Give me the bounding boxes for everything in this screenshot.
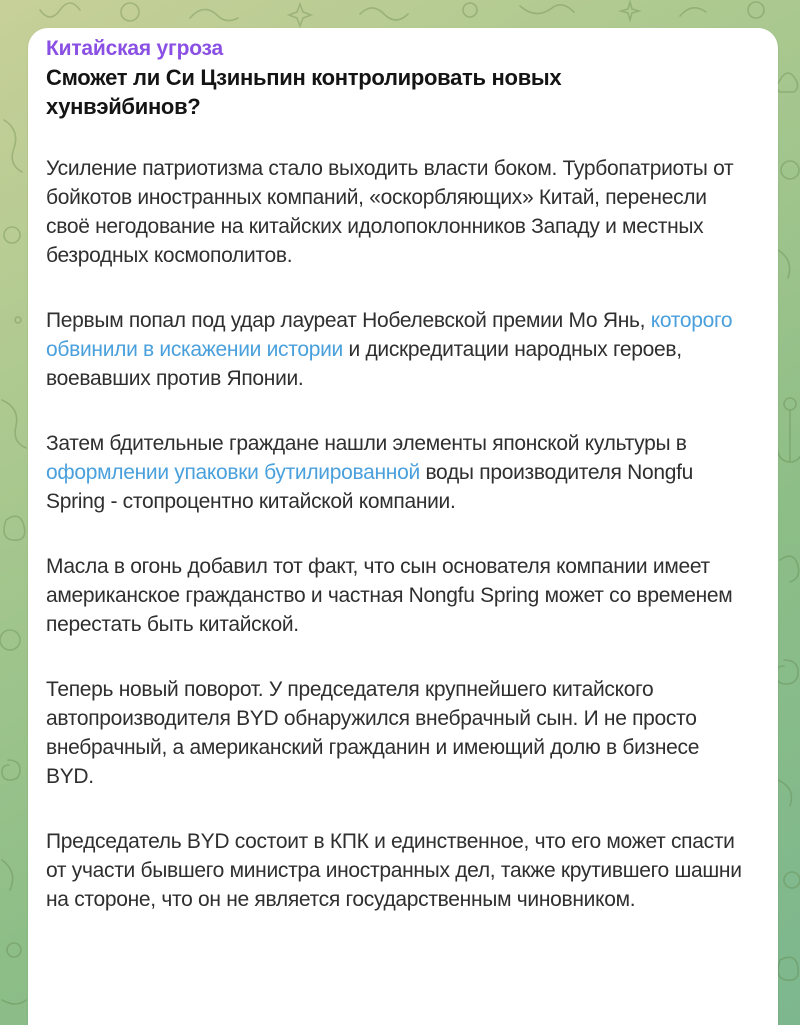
- paragraph: [46, 675, 746, 791]
- doodle-squiggle: [680, 8, 706, 16]
- doodle-squiggle: [4, 120, 22, 172]
- doodle-spiral: [2, 760, 20, 780]
- text-segment: Председатель BYD состоит в КПК и единственное, что его может спасти от участи бывшего министра иностранных дел, также крутившего шашни на стороне, что он не является государственным чиновником.: [46, 830, 742, 911]
- text-segment: Теперь новый поворот. У председателя крупнейшего китайского автопроизводителя BYD обнаружился внебрачный сын. И не просто внебрачный, а американский гражданин и имеющий долю в бизнесе BYD.: [46, 678, 700, 788]
- text-segment: воды производителя Nongfu Spring - стопроцентно китайской компании.: [46, 461, 694, 513]
- doodle-circle: [121, 3, 139, 21]
- doodle-circle: [784, 872, 800, 888]
- doodle-squiggle: [40, 3, 80, 17]
- doodle-circle: [7, 943, 21, 957]
- doodle-squiggle: [190, 9, 238, 20]
- doodle-squiggle: [780, 556, 799, 582]
- doodle-circle: [0, 630, 20, 650]
- text-segment: Затем бдительные граждане нашли элементы японской культуры в: [46, 432, 687, 455]
- doodle-squiggle: [2, 860, 13, 890]
- doodle-star: [621, 2, 639, 20]
- doodle-squiggle: [2, 400, 26, 448]
- paragraph: [46, 552, 746, 639]
- text-segment: Первым попал под удар лауреат Нобелевской премии Мо Янь,: [46, 309, 651, 332]
- doodle-leaf: [778, 957, 798, 980]
- doodle-squiggle: [520, 5, 574, 14]
- doodle-squiggle: [778, 780, 792, 806]
- doodle-circle: [748, 2, 764, 18]
- doodle-anchor: [776, 398, 800, 462]
- paragraph: [46, 429, 746, 516]
- doodle-circle: [463, 3, 477, 17]
- doodle-circle: [781, 161, 799, 179]
- inline-link[interactable]: оформлении упаковки бутилированной: [46, 461, 420, 484]
- doodle-bell: [777, 73, 798, 92]
- text-segment: и дискредитации народных героев, воевавших против Японии.: [46, 338, 682, 390]
- text-segment: Масла в огонь добавил тот факт, что сын основателя компании имеет американское гражданство и частная Nongfu Spring может со временем перестать быть китайской.: [46, 555, 733, 636]
- paragraph: [46, 306, 746, 393]
- doodle-star: [289, 4, 311, 26]
- message-bubble: [28, 28, 778, 1025]
- doodle-squiggle: [778, 250, 790, 278]
- doodle-circle: [4, 227, 20, 243]
- paragraph: [46, 827, 746, 914]
- doodle-squiggle: [360, 8, 408, 20]
- message-text: [46, 154, 746, 914]
- post-title: Сможет ли Си Цзиньпин контролировать новых хунвэйбинов?: [46, 65, 562, 119]
- text-segment: Усиление патриотизма стало выходить власти боком. Турбопатриоты от бойкотов иностранных компаний, «оскорбляющих» Китай, перенесли своё негодование на китайских идолопоклонников Западу и местных безродных космополитов.: [46, 157, 734, 267]
- doodle-spiral: [776, 660, 798, 684]
- channel-name[interactable]: Китайская угроза: [46, 37, 224, 60]
- doodle-leaf: [4, 516, 25, 540]
- doodle-squiggle: [2, 1000, 26, 1004]
- inline-link[interactable]: которого обвинили в искажении истории: [46, 309, 733, 361]
- doodle-dot: [15, 317, 21, 323]
- paragraph: [46, 154, 746, 270]
